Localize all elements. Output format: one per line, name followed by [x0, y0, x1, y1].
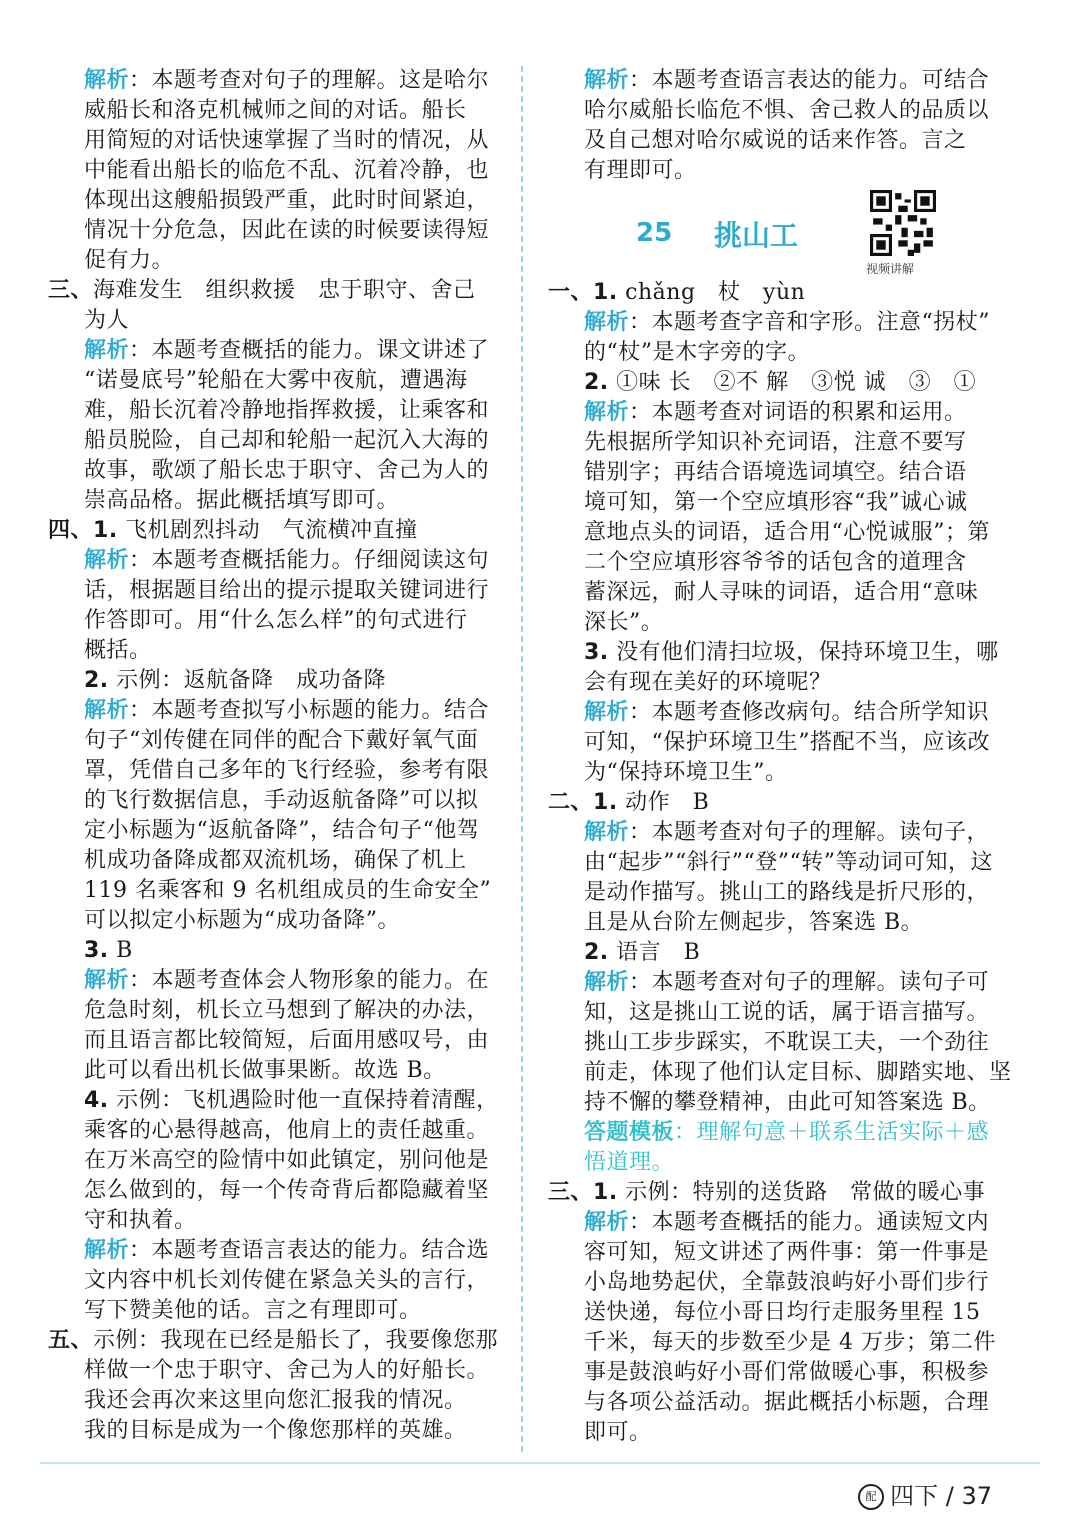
analysis-label: 解析: [84, 548, 130, 573]
line-text: ：本题考查拟写小标题的能力。结合: [129, 698, 490, 723]
line-text: 且是从台阶左侧起步，答案选 B。: [584, 910, 924, 935]
question-number: 1.: [593, 1180, 618, 1205]
line-text: 与各项公益活动。据此概括小标题，合理: [584, 1390, 990, 1415]
text-line: [548, 1238, 1000, 1268]
text-line: [48, 216, 498, 246]
line-text: 用简短的对话快速掌握了当时的情况，从: [84, 128, 490, 153]
line-text: 难，船长沉着冷静地指挥救援，让乘客和: [84, 398, 490, 423]
text-line: [48, 546, 498, 576]
question-number: 2.: [584, 940, 609, 965]
line-text: 示例：我现在已经是船长了，我要像您那: [93, 1328, 499, 1353]
text-line: [548, 1058, 1012, 1088]
section-number: 一、: [548, 280, 594, 305]
page-footer: [858, 1476, 992, 1511]
text-line: [48, 906, 498, 936]
text-line: [48, 396, 498, 426]
analysis-label: 解析: [84, 698, 130, 723]
text-line: [548, 668, 1000, 698]
lesson-title: 挑山工: [714, 219, 799, 252]
analysis-label: 解析: [84, 338, 130, 363]
lesson-number: 25: [636, 218, 673, 248]
line-text: 容可知，短文讲述了两件事：第一件事是: [584, 1240, 990, 1265]
text-line: [48, 876, 498, 906]
text-line: [48, 486, 498, 516]
text-line: [548, 938, 1000, 968]
line-text: ：本题考查概括能力。仔细阅读这句: [129, 548, 490, 573]
analysis-label: 解析: [584, 700, 630, 725]
line-text: 中能看出船长的临危不乱、沉着冷静，也: [84, 158, 490, 183]
line-text: 为人: [84, 308, 130, 333]
line-text: 千米，每天的步数至少是 4 万步；第二件: [584, 1330, 996, 1355]
text-line: [48, 966, 498, 996]
line-text: 为“保持环境卫生”。: [584, 760, 788, 785]
text-line: [48, 606, 498, 636]
line-text: 送快递，每位小哥日均行走服务里程 15: [584, 1300, 981, 1325]
line-text: ：本题考查修改病句。结合所学知识: [629, 700, 990, 725]
line-text: 及自己想对哈尔威说的话来作答。言之: [584, 128, 967, 153]
text-line: [48, 516, 498, 546]
text-line: [548, 578, 1000, 608]
line-text: 此可以看出机长做事果断。故选 B。: [84, 1058, 446, 1083]
text-line: [548, 1118, 1000, 1148]
line-text: 可知，“保护环境卫生”搭配不当，应该改: [584, 730, 990, 755]
analysis-label: 解析: [584, 68, 630, 93]
line-text: 有理即可。: [584, 158, 697, 183]
template-text: 悟道理。: [584, 1150, 675, 1175]
text-line: [48, 666, 498, 696]
text-line: [48, 756, 498, 786]
text-line: [48, 1356, 498, 1386]
analysis-label: 解析: [84, 968, 130, 993]
line-text: 语言 B: [608, 940, 701, 965]
footer-badge: 配: [858, 1484, 884, 1510]
question-number: 2.: [584, 370, 609, 395]
line-text: ：本题考查语言表达的能力。可结合: [629, 68, 990, 93]
text-line: [548, 458, 1000, 488]
footer-rule: [40, 1462, 1040, 1464]
line-text: ①味 长 ②不 解 ③悦 诚 ③ ①: [608, 370, 977, 395]
text-line: [48, 996, 498, 1026]
text-line: [548, 728, 1000, 758]
section-number: 四、: [48, 518, 94, 543]
text-line: [48, 1266, 498, 1296]
line-text: 情况十分危急，因此在读的时候要读得短: [84, 218, 490, 243]
line-text: 罩，凭借自己多年的飞行经验，参考有限: [84, 758, 490, 783]
text-line: [48, 1206, 498, 1236]
line-text: 意地点头的词语，适合用“心悦诚服”；第: [584, 520, 990, 545]
line-text: 话，根据题目给出的提示提取关键词进行: [84, 578, 490, 603]
text-line: [548, 908, 1000, 938]
qr-code-icon[interactable]: [870, 190, 936, 256]
text-line: [548, 428, 1000, 458]
line-text: 船员脱险，自己却和轮船一起沉入大海的: [84, 428, 490, 453]
line-text: 没有他们清扫垃圾，保持环境卫生，哪: [608, 640, 999, 665]
analysis-label: 解析: [584, 1210, 630, 1235]
line-text: 概括。: [84, 638, 152, 663]
text-line: [548, 998, 1000, 1028]
template-label: 答题模板: [584, 1120, 675, 1145]
text-line: [48, 336, 498, 366]
text-line: [48, 426, 498, 456]
text-line: [548, 338, 1000, 368]
text-line: [48, 1056, 498, 1086]
text-line: [548, 368, 1000, 398]
line-text: ：本题考查对句子的理解。这是哈尔: [129, 68, 490, 93]
line-text: 机成功备降成都双流机场，确保了机上: [84, 848, 467, 873]
text-line: [48, 1086, 498, 1116]
section-number: 三、: [548, 1180, 594, 1205]
question-number: 2.: [84, 668, 109, 693]
line-text: 崇高品格。据此概括填写即可。: [84, 488, 400, 513]
text-line: [48, 1386, 498, 1416]
text-line: [548, 96, 1000, 126]
text-line: [548, 818, 1000, 848]
text-line: [48, 186, 498, 216]
line-text: 飞机剧烈抖动 气流横冲直撞: [117, 518, 418, 543]
line-text: ：本题考查概括的能力。课文讲述了: [129, 338, 490, 363]
line-text: 示例：返航备降 成功备降: [108, 668, 387, 693]
text-line: [548, 758, 1000, 788]
text-line: [548, 1208, 1000, 1238]
text-line: [548, 608, 1000, 638]
text-line: [48, 636, 498, 666]
text-line: [548, 968, 1000, 998]
text-line: [48, 126, 498, 156]
text-line: [48, 366, 498, 396]
line-text: 事是鼓浪屿好小哥们常做暖心事，积极参: [584, 1360, 990, 1385]
text-line: [548, 126, 1000, 156]
text-line: [548, 278, 1000, 308]
line-text: 的飞行数据信息，手动返航备降”可以拟: [84, 788, 479, 813]
section-number: 五、: [48, 1328, 94, 1353]
text-line: [548, 398, 1000, 428]
question-number: 1.: [593, 790, 618, 815]
line-text: 可以拟定小标题为“成功备降”。: [84, 908, 400, 933]
text-line: [548, 548, 1000, 578]
question-number: 1.: [593, 280, 618, 305]
right-column: [548, 66, 1012, 1448]
right-top-block: [548, 66, 1000, 186]
text-line: [48, 1326, 498, 1356]
text-line: [48, 936, 498, 966]
line-text: 守和执着。: [84, 1208, 197, 1233]
text-line: [548, 1328, 1000, 1358]
column-divider: [521, 66, 523, 1452]
line-text: chǎng 杖 yùn: [617, 280, 806, 305]
text-line: [48, 246, 498, 276]
text-line: [548, 638, 1000, 668]
text-line: [48, 156, 498, 186]
text-line: [548, 1148, 1000, 1178]
text-line: [548, 488, 1000, 518]
text-line: [48, 1416, 498, 1446]
line-text: 我还会再次来这里向您汇报我的情况。: [84, 1388, 467, 1413]
question-number: 3.: [84, 938, 109, 963]
line-text: 句子“刘传健在同伴的配合下戴好氧气面: [84, 728, 479, 753]
line-text: ：本题考查对句子的理解。读句子，: [629, 820, 990, 845]
text-line: [548, 1268, 1000, 1298]
line-text: 会有现在美好的环境呢？: [584, 670, 832, 695]
line-text: 前走，体现了他们认定目标、脚踏实地、坚: [584, 1060, 1012, 1085]
line-text: 动作 B: [617, 790, 710, 815]
line-text: 海难发生 组织救援 忠于职守、舍己: [93, 278, 476, 303]
text-line: [548, 1028, 1000, 1058]
line-text: 写下赞美他的话。言之有理即可。: [84, 1298, 422, 1323]
right-bottom-block: [548, 278, 1012, 1448]
page-number: 四下 / 37: [890, 1482, 992, 1510]
text-line: [548, 1088, 1000, 1118]
line-text: 先根据所学知识补充词语，注意不要写: [584, 430, 967, 455]
line-text: ：本题考查体会人物形象的能力。在: [129, 968, 490, 993]
lesson-header: [548, 186, 1000, 278]
text-line: [548, 1178, 1000, 1208]
line-text: 乘客的心悬得越高，他肩上的责任越重。: [84, 1118, 490, 1143]
text-line: [548, 698, 1000, 728]
line-text: 作答即可。用“什么怎么样”的句式进行: [84, 608, 468, 633]
line-text: 定小标题为“返航备降”，结合句子“他驾: [84, 818, 480, 843]
question-number: 3.: [584, 640, 609, 665]
line-text: 体现出这艘船损毁严重，此时时间紧迫，: [84, 188, 490, 213]
line-text: 促有力。: [84, 248, 175, 273]
line-text: 的“杖”是木字旁的字。: [584, 340, 810, 365]
line-text: 境可知，第一个空应填形容“我”诚心诚: [584, 490, 968, 515]
line-text: 119 名乘客和 9 名机组成员的生命安全”: [84, 878, 492, 903]
line-text: 知，这是挑山工说的话，属于语言描写。: [584, 1000, 990, 1025]
text-line: [48, 576, 498, 606]
line-text: ：本题考查语言表达的能力。结合选: [129, 1238, 490, 1263]
line-text: ：本题考查字音和字形。注意“拐杖”: [629, 310, 991, 335]
analysis-label: 解析: [84, 1238, 130, 1263]
line-text: 在万米高空的险情中如此镇定，别问他是: [84, 1148, 490, 1173]
analysis-label: 解析: [84, 68, 130, 93]
text-line: [548, 156, 1000, 186]
text-line: [48, 786, 498, 816]
line-text: 故事，歌颂了船长忠于职守、舍己为人的: [84, 458, 490, 483]
line-text: “诺曼底号”轮船在大雾中夜航，遭遇海: [84, 368, 468, 393]
line-text: ：本题考查对词语的积累和运用。: [629, 400, 967, 425]
line-text: 二个空应填形容爷爷的话包含的道理含: [584, 550, 967, 575]
line-text: 示例：飞机遇险时他一直保持着清醒，: [108, 1088, 499, 1113]
line-text: 危急时刻，机长立马想到了解决的办法，: [84, 998, 490, 1023]
text-line: [548, 1298, 1000, 1328]
text-line: [48, 726, 498, 756]
text-line: [48, 1116, 498, 1146]
text-line: [48, 1236, 498, 1266]
text-line: [48, 846, 498, 876]
line-text: 示例：特别的送货路 常做的暖心事: [617, 1180, 986, 1205]
text-line: [548, 878, 1000, 908]
section-number: 三、: [48, 278, 94, 303]
text-line: [548, 1418, 1000, 1448]
text-line: [548, 848, 1000, 878]
analysis-label: 解析: [584, 310, 630, 335]
line-text: B: [108, 938, 133, 963]
line-text: 由“起步”“斜行”“登”“转”等动词可知，这: [584, 850, 993, 875]
line-text: 小岛地势起伏，全靠鼓浪屿好小哥们步行: [584, 1270, 990, 1295]
text-line: [48, 1296, 498, 1326]
text-line: [48, 1176, 498, 1206]
text-line: [548, 66, 1000, 96]
analysis-label: 解析: [584, 400, 630, 425]
left-column: [48, 66, 498, 1446]
text-line: [548, 308, 1000, 338]
line-text: 怎么做到的，每一个传奇背后都隐藏着坚: [84, 1178, 490, 1203]
line-text: 文内容中机长刘传健在紧急关头的言行，: [84, 1268, 490, 1293]
line-text: 蓄深远，耐人寻味的词语，适合用“意味: [584, 580, 979, 605]
line-text: 而且语言都比较简短，后面用感叹号，由: [84, 1028, 490, 1053]
line-text: ：本题考查概括的能力。通读短文内: [629, 1210, 990, 1235]
line-text: 持不懈的攀登精神，由此可知答案选 B。: [584, 1090, 991, 1115]
question-number: 4.: [84, 1088, 109, 1113]
text-line: [48, 276, 498, 306]
text-line: [548, 1358, 1000, 1388]
line-text: 深长”。: [584, 610, 664, 635]
text-line: [48, 1026, 498, 1056]
line-text: 样做一个忠于职守、舍己为人的好船长。: [84, 1358, 490, 1383]
template-text: ：理解句意＋联系生活实际＋感: [674, 1120, 990, 1145]
line-text: 即可。: [584, 1420, 652, 1445]
text-line: [48, 696, 498, 726]
text-line: [548, 788, 1000, 818]
text-line: [548, 518, 1000, 548]
qr-caption: 视频讲解: [866, 262, 915, 276]
line-text: 错别字；再结合语境选词填空。结合语: [584, 460, 967, 485]
line-text: 哈尔威船长临危不惧、舍己救人的品质以: [584, 98, 990, 123]
question-number: 1.: [93, 518, 118, 543]
text-line: [48, 96, 498, 126]
text-line: [48, 816, 498, 846]
line-text: 是动作描写。挑山工的路线是折尺形的，: [584, 880, 990, 905]
text-line: [48, 66, 498, 96]
section-number: 二、: [548, 790, 594, 815]
line-text: 我的目标是成为一个像您那样的英雄。: [84, 1418, 467, 1443]
line-text: 挑山工步步踩实，不耽误工夫，一个劲往: [584, 1030, 990, 1055]
analysis-label: 解析: [584, 970, 630, 995]
analysis-label: 解析: [584, 820, 630, 845]
text-line: [548, 1388, 1000, 1418]
line-text: ：本题考查对句子的理解。读句子可: [629, 970, 990, 995]
text-line: [48, 306, 498, 336]
line-text: 威船长和洛克机械师之间的对话。船长: [84, 98, 467, 123]
text-line: [48, 456, 498, 486]
text-line: [48, 1146, 498, 1176]
